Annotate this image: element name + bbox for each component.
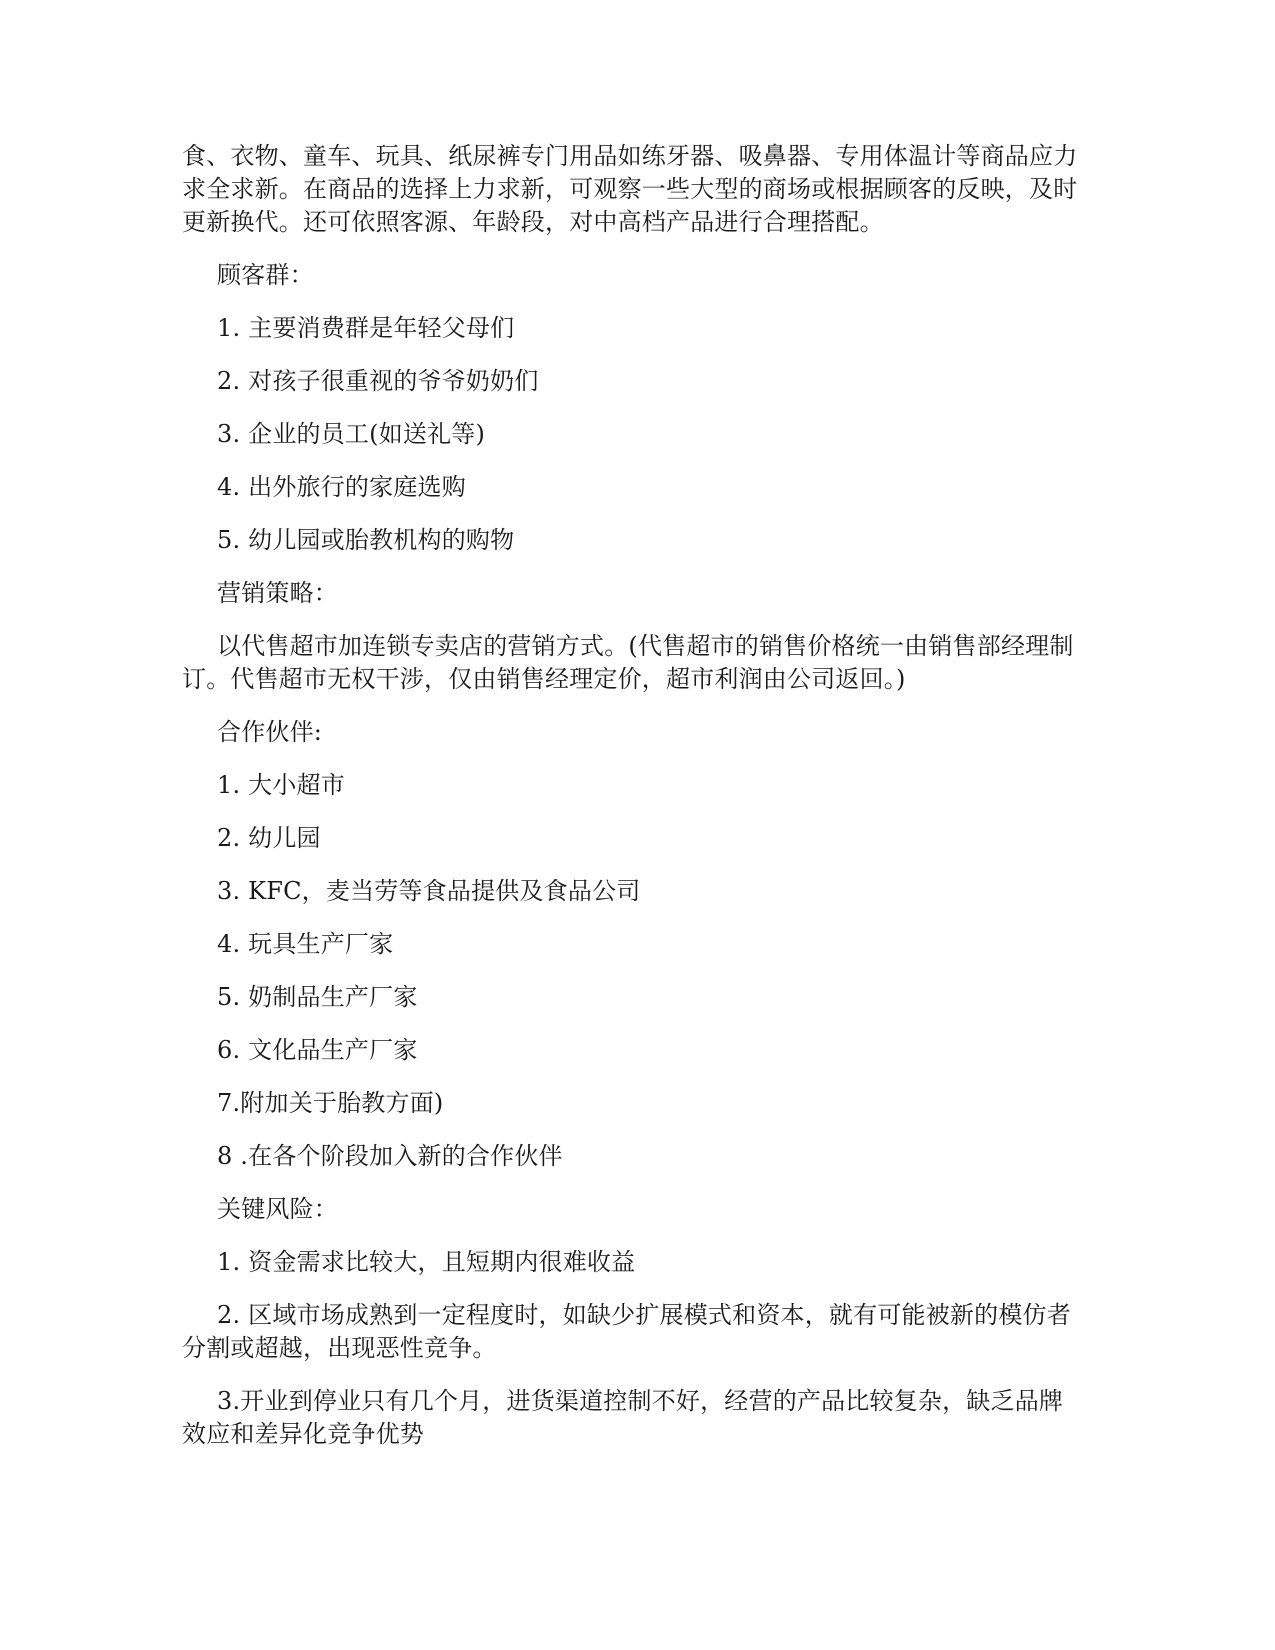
partners-item-2: 2. 幼儿园 [217, 824, 321, 852]
partners-item-5: 5. 奶制品生产厂家 [217, 983, 418, 1011]
customers-item-4: 4. 出外旅行的家庭选购 [217, 473, 466, 501]
customers-item-3: 3. 企业的员工(如送礼等) [217, 420, 486, 448]
risks-item-3: 3.开业到停业只有几个月，进货渠道控制不好，经营的产品比较复杂，缺乏品牌效应和差异化竞争优势 [182, 1387, 1064, 1448]
partners-item-6: 6. 文化品生产厂家 [217, 1036, 418, 1064]
partners-item-3: 3. KFC，麦当劳等食品提供及食品公司 [217, 877, 641, 905]
customers-item-5: 5. 幼儿园或胎教机构的购物 [217, 526, 515, 554]
intro-paragraph: 食、衣物、童车、玩具、纸尿裤专门用品如练牙器、吸鼻器、专用体温计等商品应力求全求新。在商品的选择上力求新，可观察一些大型的商场或根据顾客的反映，及时更新换代。还可依照客源、年龄段，对中高档产品进行合理搭配。 [182, 142, 1078, 236]
partners-item-7: 7.附加关于胎教方面) [217, 1089, 444, 1117]
partners-item-8: 8 .在各个阶段加入新的合作伙伴 [217, 1142, 563, 1170]
document-page [182, 140, 1082, 1471]
marketing-heading: 营销策略： [217, 579, 338, 607]
marketing-paragraph: 以代售超市加连锁专卖店的营销方式。(代售超市的销售价格统一由销售部经理制订。代售超市无权干涉，仅由销售经理定价，超市利润由公司返回。) [182, 632, 1074, 693]
customers-item-2: 2. 对孩子很重视的爷爷奶奶们 [217, 367, 539, 395]
partners-item-1: 1. 大小超市 [217, 771, 345, 799]
customers-item-1: 1. 主要消费群是年轻父母们 [217, 314, 515, 342]
risks-item-2: 2. 区域市场成熟到一定程度时，如缺少扩展模式和资本，就有可能被新的模仿者分割或超越，出现恶性竞争。 [182, 1301, 1071, 1362]
customers-heading: 顾客群： [217, 261, 314, 289]
risks-item-1: 1. 资金需求比较大，且短期内很难收益 [217, 1248, 636, 1276]
partners-item-4: 4. 玩具生产厂家 [217, 930, 394, 958]
partners-heading: 合作伙伴: [217, 718, 323, 746]
risks-heading: 关键风险： [217, 1195, 338, 1223]
